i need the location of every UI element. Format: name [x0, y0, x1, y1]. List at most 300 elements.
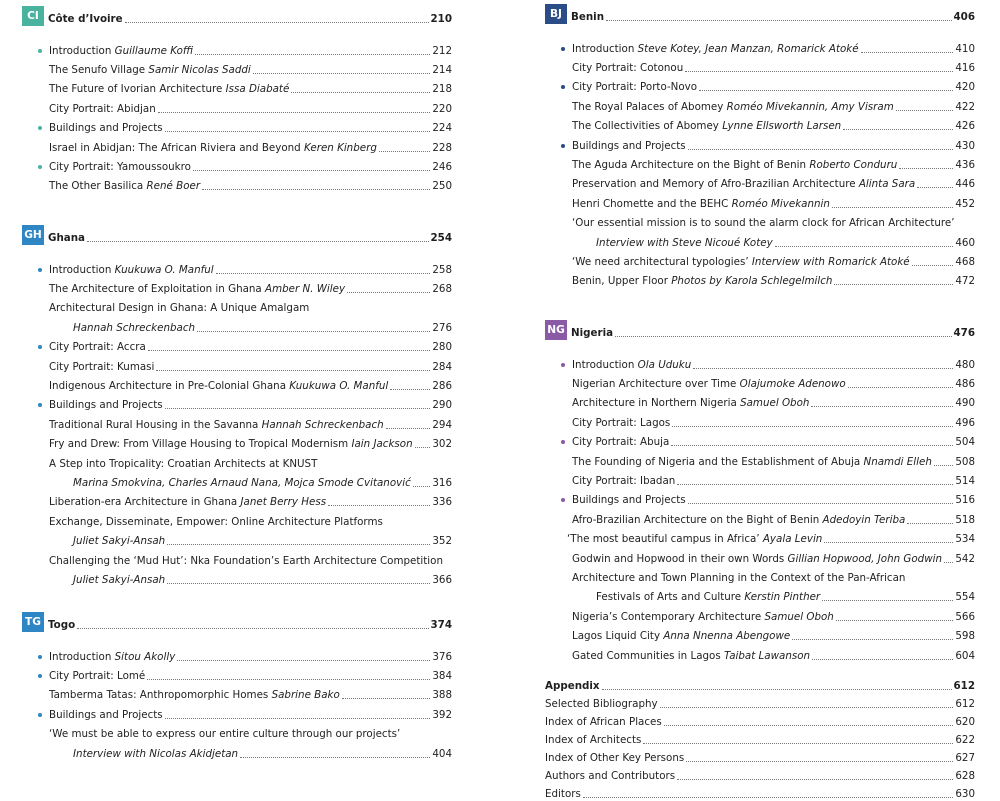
toc-entry[interactable]: [22, 64, 452, 77]
bullet-dot: [38, 674, 42, 678]
entry-title-text: City Portrait: Ibadan: [572, 474, 676, 487]
entry-page-number: 514: [955, 474, 975, 487]
toc-entry[interactable]: [545, 553, 975, 566]
entry-title: [572, 275, 832, 288]
entry-page-number: 420: [955, 81, 975, 94]
country-code-badge: TG: [22, 612, 44, 632]
leader-dots: [167, 544, 430, 545]
entry-author: René Boer: [146, 180, 201, 193]
leader-dots: [688, 503, 954, 504]
entry-title-text: Buildings and Projects: [49, 399, 163, 412]
entry-title: [572, 456, 932, 469]
entry-author: Roméo Mivekannin, Amy Visram: [726, 100, 894, 113]
entry-title-text: Nigeria’s Contemporary Architecture: [572, 610, 762, 623]
appendix-heading[interactable]: [545, 680, 975, 693]
entry-author: Amber N. Wiley: [265, 282, 346, 295]
entry-title: [572, 81, 697, 94]
leader-dots: [664, 725, 954, 726]
appendix-title: Appendix: [545, 680, 600, 692]
entry-page-number: 518: [955, 513, 975, 526]
entry-author: Gillian Hopwood, John Godwin: [787, 552, 943, 565]
leader-dots: [792, 639, 953, 640]
toc-entry[interactable]: [22, 161, 452, 174]
entry-title-text: Buildings and Projects: [49, 708, 163, 721]
entry-title-text: Gated Communities in Lagos: [572, 649, 721, 662]
entry-author: Taibat Lawanson: [724, 649, 811, 662]
entry-page-number: 392: [432, 708, 452, 721]
bullet-dot: [561, 363, 565, 367]
entry-author: Marina Smokvina, Charles Arnaud Nana, Mojca Smode Cvitanović: [73, 476, 411, 489]
toc-entry[interactable]: [545, 572, 975, 585]
entry-author: Keren Kinberg: [303, 141, 377, 154]
bullet-dot: [561, 440, 565, 444]
section-heading[interactable]: [545, 320, 975, 340]
appendix-entry-title: Index of African Places: [545, 716, 662, 728]
entry-title: [572, 475, 675, 488]
toc-entry[interactable]: [545, 237, 975, 250]
entry-title: [567, 533, 822, 546]
country-code-badge: GH: [22, 225, 44, 245]
leader-dots: [843, 129, 953, 130]
toc-entry[interactable]: [545, 378, 975, 391]
leader-dots: [347, 292, 430, 293]
toc-entry[interactable]: [22, 122, 452, 135]
leader-dots: [165, 131, 431, 132]
entry-title: [49, 341, 146, 354]
entry-title-text: ‘We must be able to express our entire culture through our projects’: [49, 728, 401, 741]
leader-dots: [156, 370, 430, 371]
entry-title: [572, 43, 859, 56]
toc-entry[interactable]: [545, 62, 975, 75]
entry-title: [572, 198, 830, 211]
entry-author: Juliet Sakyi-Ansah: [73, 535, 166, 548]
leader-dots: [197, 331, 430, 332]
entry-page-number: 604: [955, 649, 975, 662]
entry-page-number: 554: [955, 591, 975, 604]
entry-title: [49, 302, 309, 315]
entry-title-text: The Collectivities of Abomey: [572, 120, 719, 133]
entry-title: [49, 728, 400, 741]
entry-page-number: 422: [955, 100, 975, 113]
leader-dots: [125, 22, 429, 23]
appendix-entry[interactable]: [545, 716, 975, 729]
entry-page-number: 508: [955, 455, 975, 468]
leader-dots: [165, 408, 431, 409]
entry-page-number: 486: [955, 377, 975, 390]
section-page-number: 406: [953, 11, 975, 23]
entry-title: [572, 572, 905, 585]
entry-title-text: Nigerian Architecture over Time: [572, 377, 737, 390]
toc-entry[interactable]: [22, 302, 452, 315]
toc-entry[interactable]: [22, 142, 452, 155]
appendix-entry-title: Index of Architects: [545, 734, 642, 746]
entry-title-text: Introduction: [49, 650, 112, 663]
toc-entry[interactable]: [545, 159, 975, 172]
leader-dots: [342, 698, 431, 699]
entry-title-text: Architectural Design in Ghana: A Unique Amalgam: [49, 302, 310, 315]
country-name: Benin: [571, 11, 605, 23]
toc-entry[interactable]: [22, 438, 452, 451]
entry-title: [572, 101, 894, 114]
entry-title-text: The Senufo Village: [49, 63, 146, 76]
toc-entry[interactable]: [545, 81, 975, 94]
entry-title-text: Architecture in Northern Nigeria: [572, 397, 737, 410]
toc-entry[interactable]: [22, 283, 452, 296]
toc-entry[interactable]: [545, 514, 975, 527]
entry-page-number: 316: [432, 476, 452, 489]
toc-entry[interactable]: [22, 535, 452, 548]
toc-entry[interactable]: [545, 475, 975, 488]
toc-entry[interactable]: [545, 533, 975, 546]
appendix-entry-title: Editors: [545, 788, 581, 800]
appendix-entry-page: 630: [955, 788, 975, 800]
appendix-page-number: 612: [953, 680, 975, 692]
entry-page-number: 376: [432, 650, 452, 663]
entry-page-number: 276: [432, 321, 452, 334]
entry-author: Roberto Conduru: [809, 158, 898, 171]
entry-title-text: Introduction: [572, 358, 635, 371]
entry-page-number: 430: [955, 139, 975, 152]
leader-dots: [583, 797, 954, 798]
entry-title-text: City Portrait: Abuja: [572, 436, 670, 449]
toc-entry[interactable]: [545, 650, 975, 663]
entry-page-number: 436: [955, 158, 975, 171]
section-cote-divoire: [22, 6, 452, 193]
leader-dots: [848, 387, 954, 388]
entry-page-number: 490: [955, 397, 975, 410]
entry-page-number: 258: [432, 263, 452, 276]
country-code-badge: NG: [545, 320, 567, 340]
leader-dots: [87, 241, 428, 242]
entry-title: [572, 359, 691, 372]
entry-title: [49, 283, 345, 296]
leader-dots: [912, 265, 954, 266]
entry-author: Lynne Ellsworth Larsen: [722, 120, 842, 133]
entry-page-number: 280: [432, 341, 452, 354]
entry-page-number: 220: [432, 102, 452, 115]
section-heading[interactable]: [22, 6, 452, 26]
entry-author: Juliet Sakyi-Ansah: [73, 573, 166, 586]
entry-title: [572, 650, 810, 663]
entry-title-text: ‘The most beautiful campus in Africa’: [567, 533, 760, 546]
entry-page-number: 290: [432, 399, 452, 412]
leader-dots: [643, 743, 953, 744]
toc-entry[interactable]: [22, 45, 452, 58]
bullet-dot: [561, 144, 565, 148]
toc-entry[interactable]: [545, 275, 975, 288]
leader-dots: [148, 350, 431, 351]
appendix-entry-page: 622: [955, 734, 975, 746]
leader-dots: [291, 92, 430, 93]
bullet-dot: [38, 165, 42, 169]
entry-title: [49, 103, 156, 116]
entry-author: Samuel Oboh: [740, 397, 810, 410]
toc-entry[interactable]: [22, 458, 452, 471]
toc-entry[interactable]: [22, 574, 452, 587]
leader-dots: [836, 620, 954, 621]
toc-entry[interactable]: [22, 341, 452, 354]
entry-page-number: 352: [432, 535, 452, 548]
toc-entry[interactable]: [22, 419, 452, 432]
toc-entry[interactable]: [545, 630, 975, 643]
entry-author: Iain Jackson: [351, 438, 413, 451]
bullet-dot: [38, 655, 42, 659]
toc-entry[interactable]: [22, 555, 452, 568]
entry-page-number: 214: [432, 63, 452, 76]
entry-page-number: 416: [955, 61, 975, 74]
bullet-dot: [38, 268, 42, 272]
entry-author: Kerstin Pinther: [744, 591, 821, 604]
entry-title-text: The Aguda Architecture on the Bight of Benin: [572, 158, 807, 171]
toc-entry[interactable]: [545, 256, 975, 269]
leader-dots: [677, 484, 953, 485]
toc-entry[interactable]: [22, 264, 452, 277]
appendix-entry-title: Selected Bibliography: [545, 698, 658, 710]
entry-title: [572, 159, 897, 172]
entry-page-number: 284: [432, 360, 452, 373]
entry-author: Steve Kotey, Jean Manzan, Romarick Atoké: [637, 42, 859, 55]
entry-title-text: Indigenous Architecture in Pre-Colonial Ghana: [49, 379, 287, 392]
leader-dots: [216, 273, 431, 274]
toc-entry[interactable]: [22, 496, 452, 509]
entry-title-text: City Portrait: Accra: [49, 341, 146, 354]
toc-entry[interactable]: [545, 198, 975, 211]
entry-title-text: City Portrait: Lomé: [49, 669, 146, 682]
entry-page-number: 302: [432, 438, 452, 451]
entry-title: [572, 120, 841, 133]
leader-dots: [861, 52, 954, 53]
entry-title: [572, 217, 955, 230]
entry-title-text: Henri Chomette and the BEHC: [572, 197, 729, 210]
entry-title: [572, 62, 683, 75]
appendix-entry[interactable]: [545, 752, 975, 765]
leader-dots: [812, 659, 953, 660]
country-name: Côte d’Ivoire: [48, 13, 123, 25]
entry-title-text: Liberation-era Architecture in Ghana: [49, 496, 238, 509]
country-name: Nigeria: [571, 327, 614, 339]
toc-entry[interactable]: [22, 361, 452, 374]
section-page-number: 374: [430, 619, 452, 631]
entry-title: [572, 397, 809, 410]
entry-author: Janet Berry Hess: [240, 496, 327, 509]
toc-entry[interactable]: [22, 380, 452, 393]
leader-dots: [688, 149, 954, 150]
entry-page-number: 366: [432, 573, 452, 586]
toc-entry[interactable]: [545, 101, 975, 114]
leader-dots: [390, 389, 430, 390]
appendix-entry[interactable]: [545, 788, 975, 801]
toc-entry[interactable]: [22, 477, 452, 490]
entry-title: [49, 419, 384, 432]
entry-page-number: 286: [432, 379, 452, 392]
leader-dots: [386, 428, 431, 429]
section-nigeria: [545, 320, 975, 662]
toc-entry[interactable]: [545, 611, 975, 624]
entry-title-text: Introduction: [49, 44, 112, 57]
entry-title-text: The Other Basilica: [49, 180, 144, 193]
entry-title-text: Buildings and Projects: [572, 139, 686, 152]
entry-page-number: 534: [955, 533, 975, 546]
entry-title-text: Israel in Abidjan: The African Riviera and Beyond: [49, 141, 301, 154]
entry-page-number: 516: [955, 494, 975, 507]
entry-title: [572, 436, 669, 449]
leader-dots: [677, 779, 953, 780]
entry-page-number: 446: [955, 178, 975, 191]
entry-title: [572, 611, 834, 624]
appendix-entry[interactable]: [545, 734, 975, 747]
entry-author: Kuukuwa O. Manful: [289, 379, 389, 392]
entry-title: [49, 361, 154, 374]
toc-entry[interactable]: [22, 728, 452, 741]
entry-page-number: 218: [432, 83, 452, 96]
entry-author: Roméo Mivekannin: [731, 197, 830, 210]
toc-entry[interactable]: [545, 359, 975, 372]
entry-title: [572, 514, 905, 527]
entry-page-number: 496: [955, 416, 975, 429]
entry-title: [49, 380, 388, 393]
entry-title-text: A Step into Tropicality: Croatian Architects at KNUST: [49, 457, 318, 470]
toc-entry[interactable]: [545, 494, 975, 507]
entry-title: [572, 378, 846, 391]
toc-entry[interactable]: [22, 180, 452, 193]
entry-page-number: 598: [955, 630, 975, 643]
entry-title: [596, 237, 773, 250]
entry-author: Interview with Steve Nicoué Kotey: [596, 236, 773, 249]
leader-dots: [177, 660, 430, 661]
toc-entry[interactable]: [545, 591, 975, 604]
toc-entry[interactable]: [545, 140, 975, 153]
bullet-dot: [561, 47, 565, 51]
toc-entry[interactable]: [22, 651, 452, 664]
leader-dots: [202, 189, 430, 190]
entry-page-number: 566: [955, 610, 975, 623]
entry-title-text: Buildings and Projects: [49, 122, 163, 135]
bullet-dot: [561, 85, 565, 89]
entry-title: [49, 161, 191, 174]
leader-dots: [824, 542, 953, 543]
entry-title: [49, 142, 377, 155]
entry-title-text: The Architecture of Exploitation in Ghana: [49, 282, 262, 295]
leader-dots: [167, 583, 430, 584]
toc-entry[interactable]: [545, 397, 975, 410]
leader-dots: [415, 447, 431, 448]
section-heading[interactable]: [22, 225, 452, 245]
entry-title-text: City Portrait: Porto-Novo: [572, 81, 698, 94]
section-benin: [545, 4, 975, 288]
entry-title-text: Benin, Upper Floor: [572, 275, 668, 288]
bullet-dot: [38, 403, 42, 407]
entry-title-text: Preservation and Memory of Afro-Brazilian Architecture: [572, 178, 856, 191]
entry-title-text: Challenging the ‘Mud Hut’: Nka Foundation’s Earth Architecture Competition: [49, 554, 443, 567]
toc-entry[interactable]: [22, 709, 452, 722]
entry-title: [49, 180, 200, 193]
entry-title-text: Fry and Drew: From Village Housing to Tropical Modernism: [49, 438, 349, 451]
appendix-entry-title: Index of Other Key Persons: [545, 752, 685, 764]
entry-title: [49, 45, 193, 58]
toc-entry[interactable]: [22, 399, 452, 412]
entry-page-number: 268: [432, 282, 452, 295]
entry-author: Kuukuwa O. Manful: [114, 263, 214, 276]
entry-title-text: City Portrait: Kumasi: [49, 360, 155, 373]
entry-title: [73, 574, 165, 587]
toc-entry[interactable]: [545, 43, 975, 56]
entry-author: Photos by Karola Schlegelmilch: [671, 275, 833, 288]
toc-entry[interactable]: [545, 456, 975, 469]
toc-entry[interactable]: [545, 178, 975, 191]
entry-title-text: Lagos Liquid City: [572, 630, 661, 643]
entry-author: Samir Nicolas Saddi: [148, 63, 251, 76]
leader-dots: [606, 20, 951, 21]
entry-author: Adedoyin Teriba: [822, 513, 906, 526]
entry-title: [49, 651, 175, 664]
entry-title: [73, 322, 195, 335]
leader-dots: [811, 406, 953, 407]
entry-title-text: Afro-Brazilian Architecture on the Bight of Benin: [572, 513, 820, 526]
toc-entry[interactable]: [22, 516, 452, 529]
entry-title-text: ‘Our essential mission is to sound the alarm clock for African Architecture’: [572, 217, 955, 230]
entry-author: Alinta Sara: [858, 178, 916, 191]
toc-entry[interactable]: [22, 322, 452, 335]
entry-title: [49, 709, 163, 722]
toc-entry[interactable]: [22, 103, 452, 116]
section-heading[interactable]: [545, 4, 975, 24]
toc-entry[interactable]: [22, 689, 452, 702]
bullet-dot: [38, 345, 42, 349]
entry-page-number: 542: [955, 552, 975, 565]
entry-title: [572, 140, 686, 153]
entry-page-number: 228: [432, 141, 452, 154]
toc-entry[interactable]: [22, 83, 452, 96]
entry-page-number: 426: [955, 120, 975, 133]
appendix-entry-page: 620: [955, 716, 975, 728]
entry-title: [49, 438, 413, 451]
toc-entry[interactable]: [545, 417, 975, 430]
leader-dots: [685, 71, 953, 72]
entry-page-number: 246: [432, 160, 452, 173]
entry-title-text: Introduction: [572, 42, 635, 55]
country-name: Togo: [48, 619, 76, 631]
appendix-entry-title: Authors and Contributors: [545, 770, 676, 782]
entry-title-text: ‘We need architectural typologies’: [572, 255, 749, 268]
leader-dots: [660, 707, 954, 708]
entry-title: [49, 264, 214, 277]
toc-entry[interactable]: [545, 436, 975, 449]
entry-page-number: 460: [955, 236, 975, 249]
entry-title: [49, 689, 340, 702]
entry-title-text: Tamberma Tatas: Anthropomorphic Homes: [49, 689, 269, 702]
entry-page-number: 404: [432, 747, 452, 760]
leader-dots: [822, 600, 953, 601]
appendix-entry[interactable]: [545, 698, 975, 711]
appendix-entry[interactable]: [545, 770, 975, 783]
section-heading[interactable]: [22, 612, 452, 632]
country-code-badge: BJ: [545, 4, 567, 24]
leader-dots: [917, 187, 953, 188]
entry-title-text: Festivals of Arts and Culture: [596, 591, 742, 604]
entry-title-text: Godwin and Hopwood in their own Words: [572, 552, 785, 565]
entry-title-text: The Founding of Nigeria and the Establishment of Abuja: [572, 455, 861, 468]
toc-entry[interactable]: [545, 217, 975, 230]
toc-entry[interactable]: [22, 670, 452, 683]
entry-page-number: 480: [955, 358, 975, 371]
toc-entry[interactable]: [545, 120, 975, 133]
entry-author: Nnamdi Elleh: [863, 455, 932, 468]
toc-entry[interactable]: [22, 748, 452, 761]
entry-author: Interview with Nicolas Akidjetan: [73, 747, 239, 760]
leader-dots: [896, 110, 954, 111]
leader-dots: [602, 689, 952, 690]
entry-page-number: 294: [432, 418, 452, 431]
